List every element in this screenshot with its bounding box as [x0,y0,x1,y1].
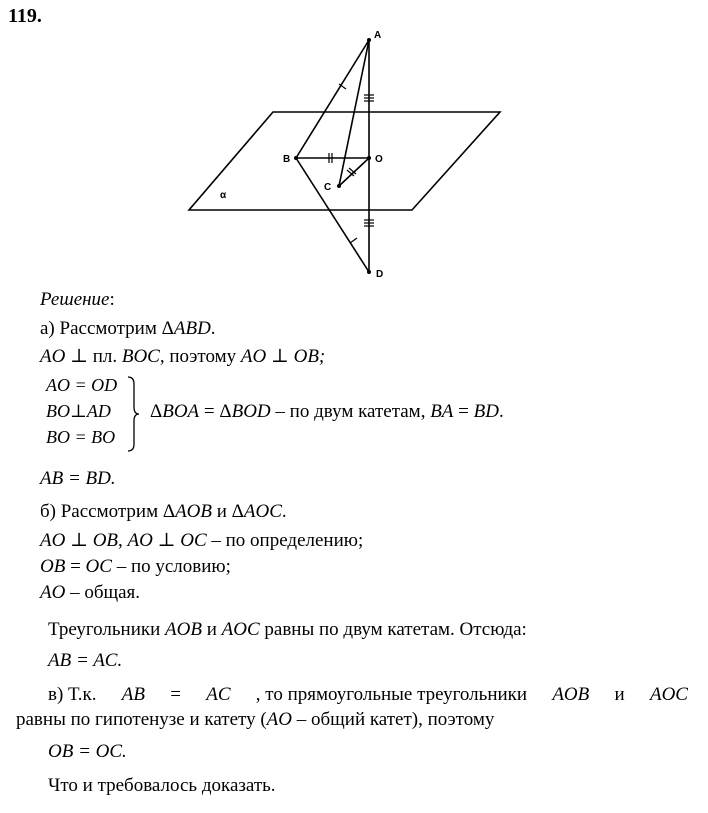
label-B: B [283,154,291,165]
part-b-line-4: AO – общая. [40,582,141,603]
label-O: O [375,154,383,165]
system-row-3: BO = BO [46,427,116,447]
system-brace [126,376,140,452]
part-c-line-1: в) Т.к. AB = AC , то прямоугольные треугольники AOB и AOC [48,684,688,705]
label-alpha: α [220,190,227,201]
label-A: A [374,30,382,41]
segment-AB [296,40,369,158]
point-O [367,156,371,160]
segment-BD [296,158,369,272]
label-D: D [376,269,384,280]
part-b-result: AB = AC. [48,650,123,671]
part-a-conclusion: ΔBOA = ΔBOD – по двум катетам, BA = BD. [150,401,504,422]
part-c-line-2: равны по гипотенузе и катету (AO – общий катет), поэтому [16,709,495,730]
part-b-line-3: OB = OC – по условию; [40,556,231,577]
geometry-figure [180,20,520,290]
part-a-result: AB = BD. [40,468,116,489]
point-D [367,270,371,274]
problem-number: 119. [8,5,42,27]
part-a-line-1: а) Рассмотрим ΔABD. [40,318,216,339]
point-C [337,184,341,188]
system-row-2: BO⊥AD [46,401,111,421]
part-b-line-1: б) Рассмотрим ΔAOB и ΔAOC. [40,501,287,522]
tick-BD [350,238,357,243]
part-b-line-2: AO ⊥ OB, AO ⊥ OC – по определению; [40,530,364,551]
label-C: C [324,182,332,193]
point-B [294,156,298,160]
solution-heading: Решение: [40,289,115,310]
closing-line: Что и требовалось доказать. [48,775,276,796]
segment-AC [339,40,369,186]
system-row-1: AO = OD [46,375,118,395]
part-b-line-5: Треугольники AOB и AOC равны по двум катетам. Отсюда: [48,619,527,640]
part-a-line-2: AO ⊥ пл. BOC, поэтому AO ⊥ OB; [40,346,326,367]
part-c-result: OB = OC. [48,741,127,762]
point-A [367,38,371,42]
